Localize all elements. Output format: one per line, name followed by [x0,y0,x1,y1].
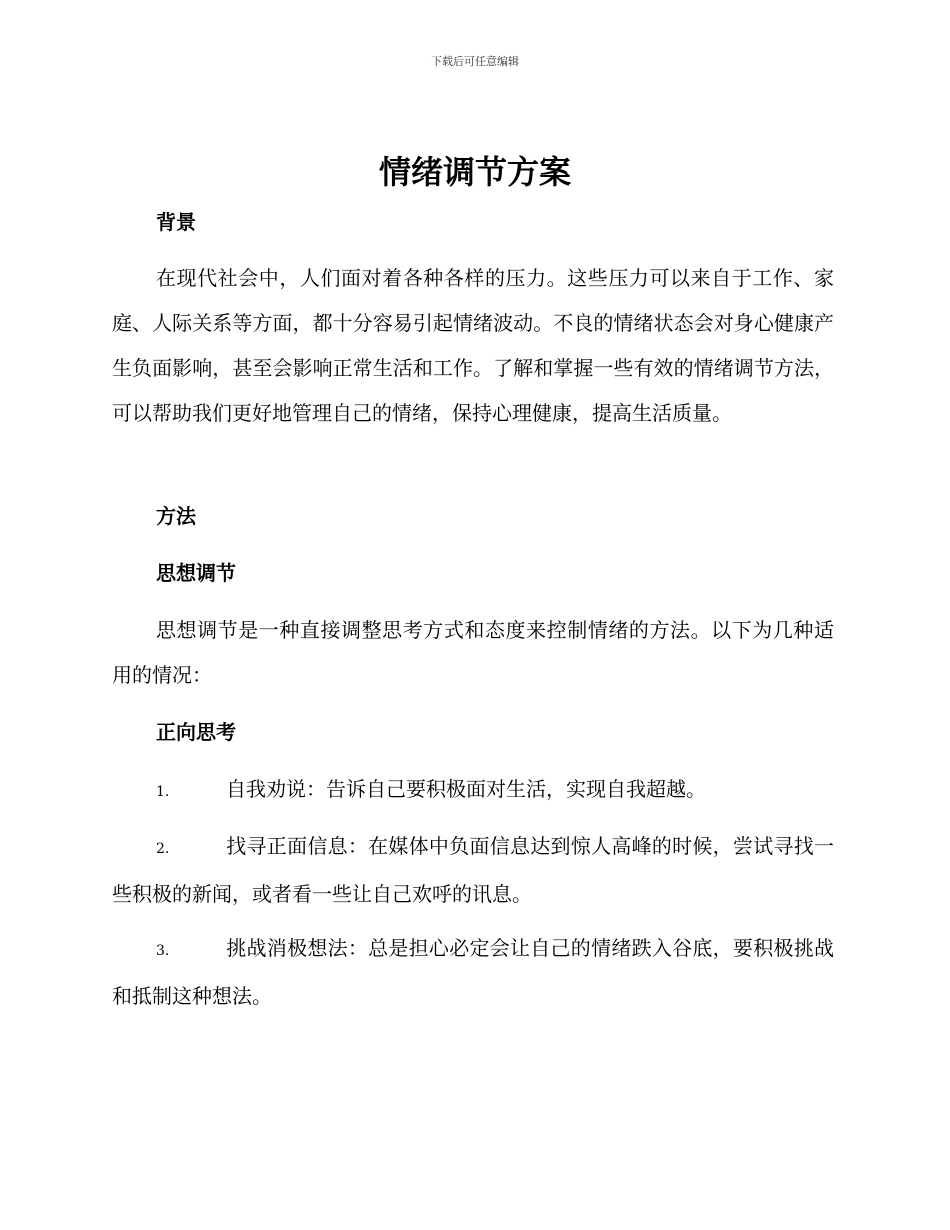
paragraph-thought-adjustment: 思想调节是一种直接调整思考方式和态度来控制情绪的方法。以下为几种适用的情况： [112,618,834,687]
list-item-number: 2. [156,841,170,857]
heading-positive-thinking: 正向思考 [156,720,236,744]
list-item [112,824,834,917]
document-title: 情绪调节方案 [378,153,571,191]
heading-thought-adjustment: 思想调节 [156,561,236,585]
heading-background: 背景 [156,210,196,234]
paragraph-background: 在现代社会中，人们面对着各种各样的压力。这些压力可以来自于工作、家庭、人际关系等方面，都十分容易引起情绪波动。不良的情绪状态会对身心健康产生负面影响，甚至会影响正常生活和工作。了解和掌握一些有效的情绪调节方法，可以帮助我们更好地管理自己的情绪，保持心理健康，提高生活质量。 [112,266,834,425]
header-note: 下载后可任意编辑 [431,55,519,68]
list-item [112,767,834,815]
list-item-number: 3. [156,943,170,959]
list-item-number: 1. [156,784,170,800]
list-item-text: 自我劝说：告诉自己要积极面对生活，实现自我超越。 [226,777,706,801]
list-item-text: 找寻正面信息：在媒体中负面信息达到惊人高峰的时候，尝试寻找一些积极的新闻，或者看一些让自己欢呼的讯息。 [112,834,834,906]
heading-method: 方法 [156,504,196,528]
list-item-text: 挑战消极想法：总是担心必定会让自己的情绪跌入谷底，要积极挑战和抵制这种想法。 [112,936,834,1008]
list-item [112,926,834,1019]
